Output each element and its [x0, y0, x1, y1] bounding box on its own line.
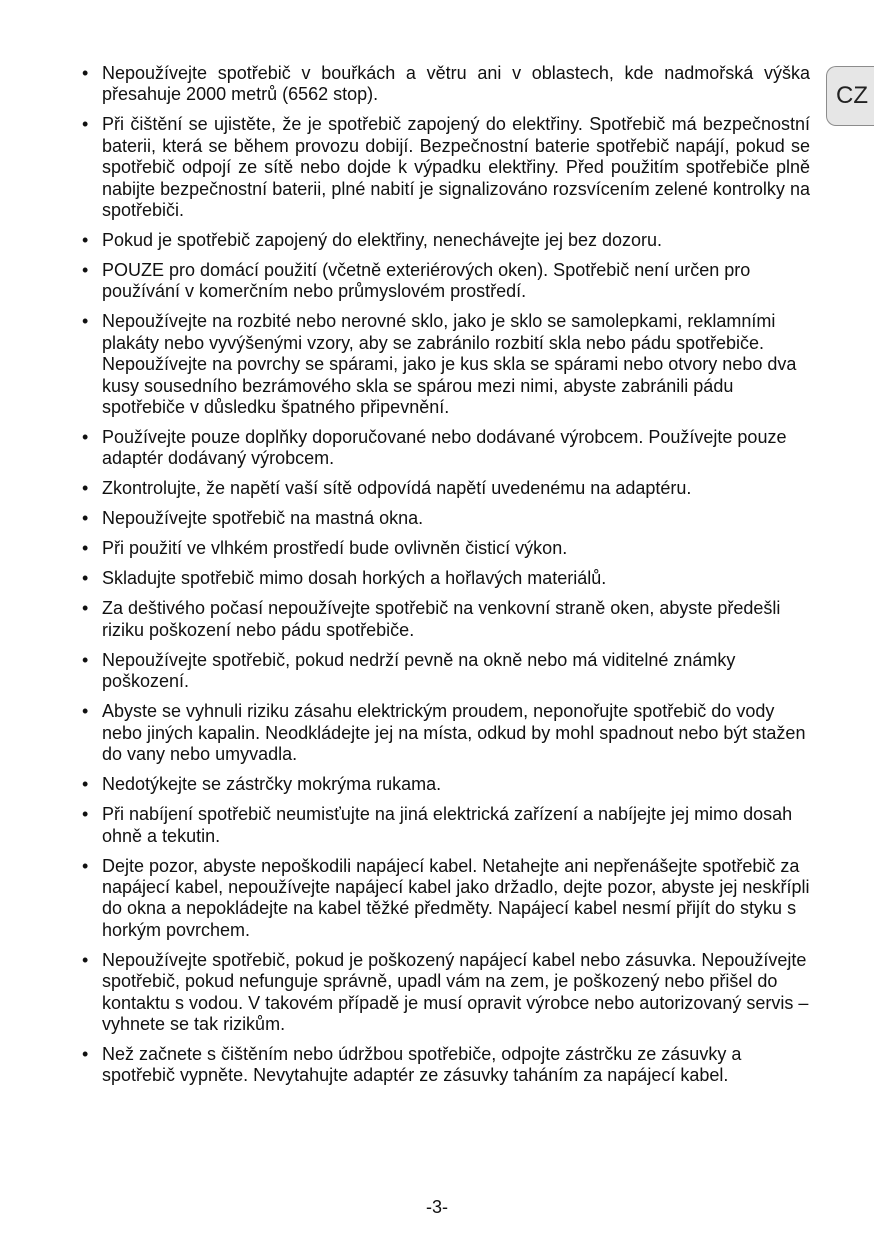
list-item-text: Při nabíjení spotřebič neumisťujte na jiná elektrická zařízení a nabíjejte jej mimo dosah ohně a tekutin.: [102, 804, 793, 846]
list-item: [82, 856, 810, 942]
safety-instructions-list: [82, 63, 810, 1095]
bullet-icon: •: [82, 508, 89, 529]
list-item: [82, 538, 810, 559]
list-item: [82, 774, 810, 795]
list-item-text: Nepoužívejte spotřebič, pokud nedrží pevně na okně nebo má viditelné známky poškození.: [102, 649, 736, 692]
bullet-icon: •: [82, 538, 89, 559]
list-item: [82, 701, 810, 765]
list-item-text: Dejte pozor, abyste nepoškodili napájecí kabel. Netahejte ani nepřenášejte spotřebič za napájecí kabel, nepoužívejte napájecí kabel jako držadlo, dejte pozor, abyste jej neskřípli do okna a nepokládejte na kabel těžké předměty. Napájecí kabel nesmí přijít do styku s horkým povrchem.: [102, 855, 810, 940]
list-item: [82, 63, 810, 106]
bullet-icon: •: [82, 114, 89, 135]
list-item: [82, 508, 810, 529]
list-item: [82, 478, 810, 499]
list-item-text: Používejte pouze doplňky doporučované nebo dodávané výrobcem. Používejte pouze adaptér dodávaný výrobcem.: [102, 427, 787, 469]
bullet-icon: •: [82, 1043, 89, 1064]
list-item: [82, 230, 810, 251]
list-item: [82, 804, 810, 847]
list-item-text: Nepoužívejte na rozbité nebo nerovné sklo, jako je sklo se samolepkami, reklamními plakáty nebo vyvýšenými vzory, aby se zabránilo rozbití skla nebo pádu spotřebiče. Nepoužívejte na povrchy se spárami, jako je kus skla se spárami nebo otvory nebo dva kusy sousedního bezrámového skla se spárou mezi nimi, abyste zabránili pádu spotřebiče v důsledku špatného připevnění.: [102, 311, 797, 418]
bullet-icon: •: [82, 949, 89, 970]
language-tab: [826, 66, 874, 126]
bullet-icon: •: [82, 260, 89, 281]
bullet-icon: •: [82, 568, 89, 589]
list-item: [82, 950, 810, 1036]
bullet-icon: •: [82, 598, 89, 619]
bullet-icon: •: [82, 311, 89, 332]
list-item-text: Nepoužívejte spotřebič na mastná okna.: [102, 508, 424, 529]
language-tab-label: CZ: [836, 82, 868, 109]
bullet-icon: •: [82, 804, 89, 825]
bullet-icon: •: [82, 774, 89, 795]
page-number: -3-: [426, 1197, 448, 1217]
bullet-icon: •: [82, 478, 89, 499]
list-item: [82, 427, 810, 470]
bullet-icon: •: [82, 230, 89, 251]
list-item: [82, 568, 810, 589]
list-item-text: Při čištění se ujistěte, že je spotřebič zapojený do elektřiny. Spotřebič má bezpečnostní baterii, která se během provozu dobijí. Bezpečnostní baterie spotřebič napájí, pokud se spotřebič odpojí ze sítě nebo dojde k výpadku elektřiny. Před použitím spotřebiče plně nabijte bezpečnostní baterii, plné nabití je signalizováno rozsvícením zelené kontrolky na spotřebiči.: [102, 114, 810, 221]
list-item-text: Při použití ve vlhkém prostředí bude ovlivněn čisticí výkon.: [102, 538, 568, 559]
list-item: [82, 114, 810, 221]
list-item: [82, 650, 810, 693]
list-item-text: Zkontrolujte, že napětí vaší sítě odpovídá napětí uvedenému na adaptéru.: [102, 478, 692, 499]
list-item: [82, 260, 810, 303]
bullet-icon: •: [82, 427, 89, 448]
list-item-text: Pokud je spotřebič zapojený do elektřiny, nenechávejte jej bez dozoru.: [102, 230, 663, 251]
list-item-text: Nedotýkejte se zástrčky mokrýma rukama.: [102, 774, 442, 795]
list-item: [82, 598, 810, 641]
list-item-text: Za deštivého počasí nepoužívejte spotřebič na venkovní straně oken, abyste předešli riziku poškození nebo pádu spotřebiče.: [102, 598, 781, 640]
list-item: [82, 311, 810, 418]
list-item-text: Skladujte spotřebič mimo dosah horkých a hořlavých materiálů.: [102, 568, 607, 589]
bullet-icon: •: [82, 855, 89, 876]
list-item-text: Než začnete s čištěním nebo údržbou spotřebiče, odpojte zástrčku ze zásuvky a spotřebič vypněte. Nevytahujte adaptér ze zásuvky taháním za napájecí kabel.: [102, 1043, 742, 1086]
list-item-text: Abyste se vyhnuli riziku zásahu elektrickým proudem, neponořujte spotřebič do vody nebo jiných kapalin. Neodkládejte jej na místa, odkud by mohl spadnout nebo být stažen do vany nebo umyvadla.: [102, 701, 806, 765]
bullet-icon: •: [82, 63, 89, 83]
bullet-icon: •: [82, 701, 89, 722]
list-item: [82, 1044, 810, 1087]
list-item-text: Nepoužívejte spotřebič v bouřkách a větru ani v oblastech, kde nadmořská výška přesahuje 2000 metrů (6562 stop).: [102, 63, 810, 105]
bullet-icon: •: [82, 649, 89, 670]
list-item-text: POUZE pro domácí použití (včetně exteriérových oken). Spotřebič není určen pro používání v komerčním nebo průmyslovém prostředí.: [102, 260, 751, 302]
list-item-text: Nepoužívejte spotřebič, pokud je poškozený napájecí kabel nebo zásuvka. Nepoužívejte spotřebič, pokud nefunguje správně, upadl vám na zem, je poškozený nebo přišel do kontaktu s vodou. V takovém případě je musí opravit výrobce nebo autorizovaný servis – vyhnete se tak rizikům.: [102, 949, 809, 1034]
